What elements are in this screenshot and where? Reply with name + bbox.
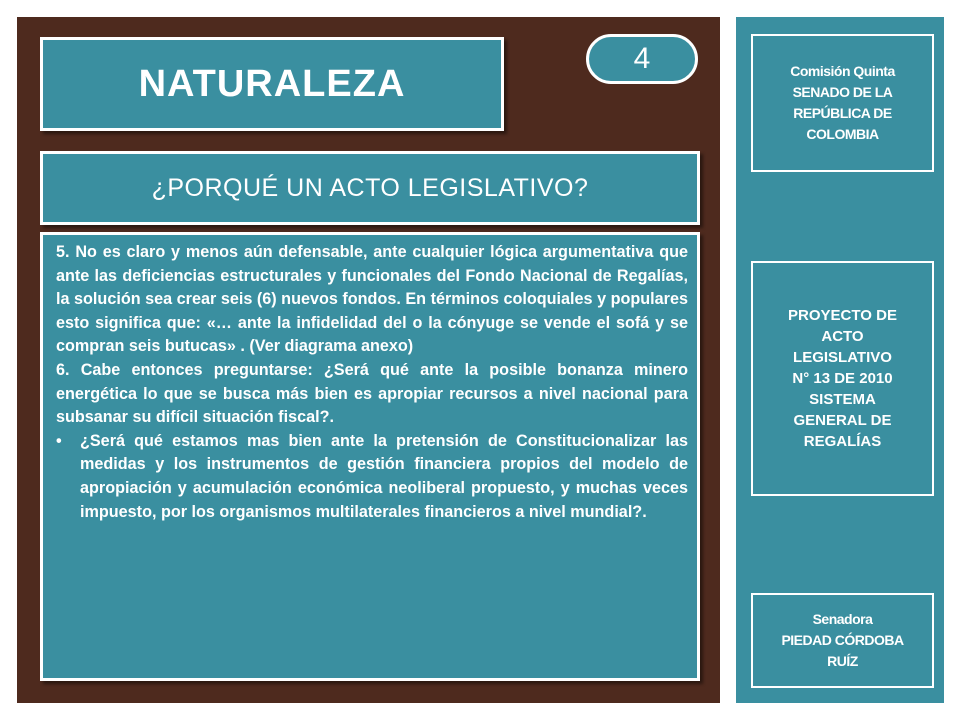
bullet-icon: • <box>56 431 62 450</box>
slide-subtitle: ¿PORQUÉ UN ACTO LEGISLATIVO? <box>40 151 700 225</box>
paragraph-point-6: 6. Cabe entonces preguntarse: ¿Será qué ante la posible bonanza minero energética lo que se busca más bien es apropiar recursos a nivel nacional para subsanar su difícil situación fiscal?. <box>56 360 688 427</box>
sidebar-project-box <box>751 261 934 496</box>
page-number-badge: 4 <box>586 34 698 84</box>
sidebar-senator-box <box>751 593 934 688</box>
content-body <box>40 232 700 681</box>
sidebar-project-text: PROYECTO DE ACTO LEGISLATIVO N° 13 DE 2010 SISTEMA GENERAL DE REGALÍAS <box>788 307 897 450</box>
slide-title: NATURALEZA <box>40 37 504 131</box>
sidebar-commission-text: Comisión Quinta SENADO DE LA REPÚBLICA DE COLOMBIA <box>790 63 895 142</box>
sidebar-senator-text: Senadora PIEDAD CÓRDOBA RUÍZ <box>781 611 904 669</box>
bullet-text: ¿Será qué estamos mas bien ante la pretensión de Constitucionalizar las medidas y los instrumentos de gestión financiera propios del modelo de apropiación y acumulación económica neoliberal propuesto, y muchas veces impuesto, por los organismos multilaterales financieros a nivel mundial?. <box>80 431 688 521</box>
bullet-item <box>56 430 688 524</box>
sidebar-commission-box <box>751 34 934 172</box>
paragraph-point-5: 5. No es claro y menos aún defensable, ante cualquier lógica argumentativa que ante las deficiencias estructurales y funcionales del Fondo Nacional de Regalías, la solución sea crear seis (6) nuevos fondos. En términos coloquiales y populares esto significa que: «… ante la infidelidad del o la cónyuge se vende el sofá y se compran seis butucas» . (Ver diagrama anexo) <box>56 243 688 356</box>
